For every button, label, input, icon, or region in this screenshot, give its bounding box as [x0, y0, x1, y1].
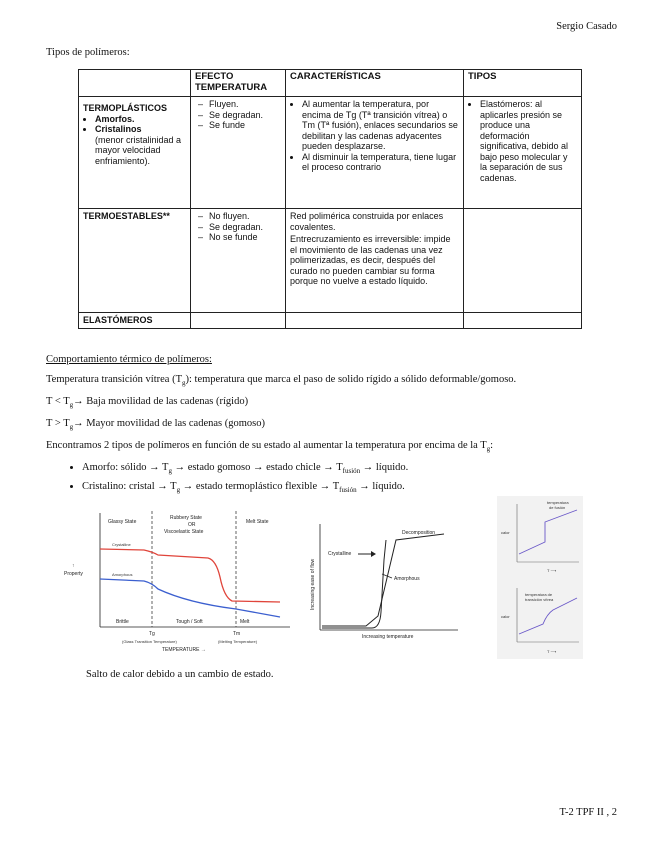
amorphous-label: Amorphous [112, 572, 133, 577]
fig2-x-label: Increasing temperature [362, 634, 414, 640]
elastomeros-name: ELASTÓMEROS [83, 315, 153, 325]
figure-caption: Salto de calor debido a un cambio de estado. [86, 669, 274, 680]
rubbery-or-label: OR [188, 522, 196, 528]
tg-definition: Temperatura transición vítrea $(T_g)$: temperatura que marca el paso de solido rígido a sólido deformable/gomoso. [46, 374, 517, 388]
low-temp-line: $T < T_g\to$ Baja movilidad de las cadenas (rígido) [46, 396, 249, 410]
property-label: Property [64, 571, 83, 577]
header-empty [79, 70, 191, 97]
tough-soft-label: Tough / Soft [176, 619, 203, 625]
page-footer: T-2 TPF II , 2 [559, 807, 617, 818]
termoplasticos-name: TERMOPLÁSTICOS [83, 103, 168, 113]
header-efecto: EFECTO TEMPERATURA [191, 70, 286, 97]
polymer-types-table [78, 69, 582, 329]
rubbery-state-label: Rubbery State [170, 515, 202, 521]
cristalinos-label: • Cristalinos [95, 124, 186, 135]
bullet-cristalino: • Cristalino: cristal → $T_g$ → estado termoplástico flexible → $T_{fusión}$ → líquido. [82, 479, 408, 498]
types-intro: Encontramos 2 tipos de polímeros en función de su estado al aumentar la temperatura por encima de la $T_g$: [46, 440, 494, 454]
heat-jump-figure [497, 496, 583, 659]
author-header: Sergio Casado [556, 21, 617, 32]
property-arrow: ↑ [72, 563, 75, 569]
ease-of-flow-figure [308, 520, 468, 644]
efecto-item: – Se degradan. [209, 222, 281, 233]
table-row-termoplasticos [79, 97, 582, 209]
bottom-heat-curve [519, 598, 577, 634]
fig2-amorphous-label: Amorphous [394, 576, 420, 582]
table-row-termoestables [79, 209, 582, 313]
header-caracteristicas: CARACTERÍSTICAS [286, 70, 464, 97]
temperature-axis-label: TEMPERATURE → [162, 647, 206, 653]
property-temperature-figure [58, 505, 298, 660]
fig2-crystalline-arrowhead [371, 551, 376, 557]
bottom-t-axis-label: T ⟶ [547, 649, 557, 654]
section-title: Comportamiento térmico de polímeros: [46, 354, 212, 365]
melt-state-label: Melt State [246, 519, 269, 525]
tg-description: (Glass Transition Temperature) [122, 639, 177, 644]
efecto-item: – No se funde [209, 232, 281, 243]
efecto-item: – No fluyen. [209, 211, 281, 222]
termoestables-name: TERMOESTABLES** [83, 211, 170, 221]
amorfos-label: • Amorfos. [95, 114, 186, 125]
high-temp-line: $T > T_g\to$ Mayor movilidad de las cadenas (gomoso) [46, 418, 265, 432]
bottom-calor-label: calor [501, 614, 510, 619]
cristalinos-note: (menor cristalinidad a mayor velocidad enfriamiento). [95, 134, 182, 166]
top-heat-curve [519, 510, 577, 554]
tm-tick-label: Tm [233, 631, 241, 637]
viscoelastic-label: Viscoelastic State [164, 529, 204, 535]
tipos-item: • Elastómeros: al aplicarles presión se produce una deformación significativa, debido al bajo peso molecular y la separación de sus cadenas. [480, 99, 577, 183]
top-label-1: temperatura [547, 500, 569, 505]
decomposition-label: Decomposition [402, 530, 436, 536]
efecto-item: – Se degradan. [209, 110, 281, 121]
tm-description: (Melting Temperature) [218, 639, 258, 644]
fig2-crystalline-label: Crystalline [328, 551, 352, 557]
amorphous-curve [100, 579, 280, 617]
fig2-y-label: Increasing ease of flow [310, 558, 316, 610]
top-t-axis-label: T ⟶ [547, 568, 557, 573]
tg-tick-label: Tg [149, 631, 155, 637]
crystalline-label: Crystalline [112, 542, 131, 547]
state-bullets [66, 460, 408, 498]
top-label-2: de fusión [549, 505, 566, 510]
header-tipos: TIPOS [464, 70, 582, 97]
brittle-label: Brittle [116, 619, 129, 625]
caracteristica-item: • Al disminuir la temperatura, tiene lugar el proceso contrario [302, 152, 459, 173]
termoestables-car1: Red polimérica construida por enlaces covalentes. [290, 211, 444, 232]
bottom-label-1: temperatura de [525, 592, 553, 597]
melt-label: Melt [240, 619, 250, 625]
bottom-label-2: transición vítrea [525, 597, 554, 602]
caracteristica-item: • Al aumentar la temperatura, por encima de Tg (Tª transición vítrea) o Tm (Tª fusión), enlaces secundarios se debilitan y las cadenas adyacentes pueden desplazarse. [302, 99, 459, 152]
table-row-elastomeros [79, 313, 582, 329]
efecto-item: – Fluyen. [209, 99, 281, 110]
bullet-amorfo: • Amorfo: sólido → $T_g$ → estado gomoso → estado chicle → $T_{fusión}$ → líquido. [82, 460, 408, 479]
termoestables-car2: Entrecruzamiento es irreversible: impide el movimiento de las cadenas una vez polimerizadas, es decir, después del curado no pueden cambiar su forma porque no vuelve a estado líquido. [290, 234, 451, 286]
glassy-state-label: Glassy State [108, 519, 137, 525]
top-calor-label: calor [501, 530, 510, 535]
efecto-item: – Se funde [209, 120, 281, 131]
page-title: Tipos de polímeros: [46, 47, 130, 58]
